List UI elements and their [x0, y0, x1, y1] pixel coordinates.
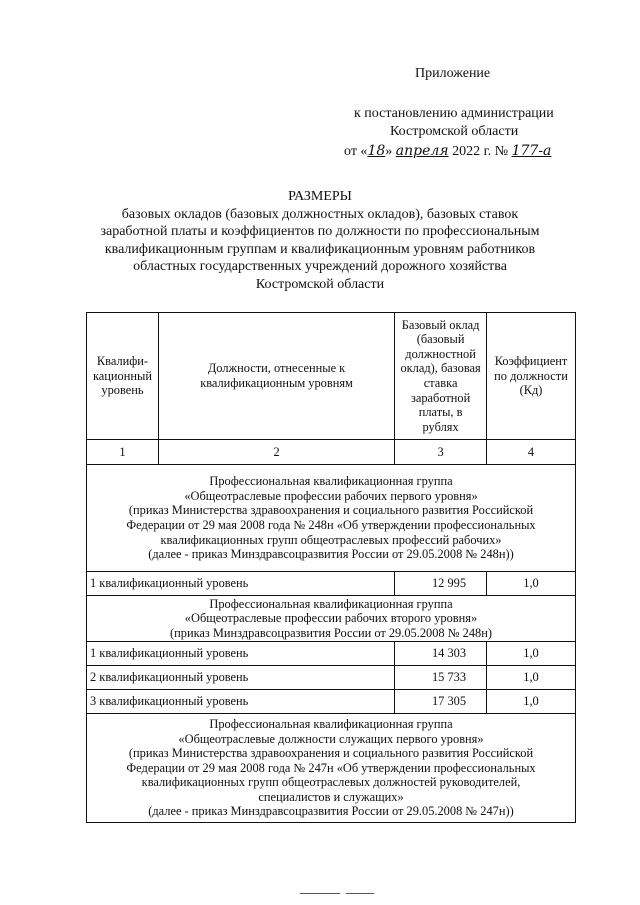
- salary-cell: 17 305: [395, 690, 487, 714]
- group-header-row: [87, 714, 576, 823]
- coefficient-cell: 1,0: [487, 666, 576, 690]
- document-heading: РАЗМЕРЫ: [288, 189, 352, 204]
- handwritten-month: апреля: [395, 143, 449, 159]
- level-cell: 1 квалификационный уровень: [87, 642, 395, 666]
- level-cell: 3 квалификационный уровень: [87, 690, 395, 714]
- header-positions: Должности, отнесенные к квалификационным уровням: [158, 313, 394, 440]
- appendix-resolution-line: к постановлению администрации: [354, 106, 554, 121]
- date-year-text: 2022 г. №: [452, 144, 509, 159]
- table-row: [87, 690, 576, 714]
- document-subtitle: базовых окладов (базовых должностных окладов), базовых ставок заработной платы и коэффициентов по должности по профессиональным квалификационным группам и квалификационным уровням работников областных государственных учреждений дорожного хозяйства Костромской области: [100, 206, 540, 292]
- group-title: Профессиональная квалификационная группа «Общеотраслевые профессии рабочих второго уровня» (приказ Минздравсоцразвития России от 29.05.2008 № 248н): [87, 596, 576, 642]
- column-number: 2: [158, 440, 394, 465]
- column-number: 3: [395, 440, 487, 465]
- column-number: 1: [87, 440, 159, 465]
- group-header-row: [87, 596, 576, 642]
- handwritten-number: 177-а: [511, 143, 552, 159]
- header-base-salary: Базовый оклад (базовый должностной оклад), базовая ставка заработной платы, в рублях: [395, 313, 487, 440]
- level-cell: 2 квалификационный уровень: [87, 666, 395, 690]
- handwritten-day: 18: [367, 143, 386, 159]
- appendix-label: Приложение: [415, 66, 491, 81]
- salary-cell: 14 303: [395, 642, 487, 666]
- coefficient-cell: 1,0: [487, 572, 576, 596]
- group-title: Профессиональная квалификационная группа «Общеотраслевые должности служащих первого уровня» (приказ Министерства здравоохранения и социального развития Российской Федерации от 29 мая 2008 года № 247н «Об утверждении профессиональных квалификационных групп общеотраслевых должностей руководителей, специалистов и служащих» (далее - приказ Минздравсоцразвития России от 29.05.2008 № 247н)): [87, 714, 576, 823]
- table-row: [87, 572, 576, 596]
- table-header-row: [87, 313, 576, 440]
- salary-cell: 12 995: [395, 572, 487, 596]
- level-cell: 1 квалификационный уровень: [87, 572, 395, 596]
- appendix-region-line: Костромской области: [390, 124, 519, 139]
- appendix-date-line: [344, 143, 551, 160]
- coefficient-cell: 1,0: [487, 642, 576, 666]
- column-number: 4: [487, 440, 576, 465]
- group-title: Профессиональная квалификационная группа «Общеотраслевые профессии рабочих первого уровня» (приказ Министерства здравоохранения и социального развития Российской Федерации от 29 мая 2008 года № 248н «Об утверждении профессиональных квалификационных групп общеотраслевых профессий рабочих» (далее - приказ Минздравсоцразвития России от 29.05.2008 № 248н)): [87, 465, 576, 572]
- salary-table: [86, 312, 576, 823]
- date-prefix: от «: [344, 144, 368, 159]
- coefficient-cell: 1,0: [487, 690, 576, 714]
- header-level: Квалифи- кационный уровень: [87, 313, 159, 440]
- column-number-row: [87, 440, 576, 465]
- document-title-block: [60, 188, 580, 293]
- footer-mark: [300, 893, 340, 894]
- group-header-row: [87, 465, 576, 572]
- date-close-quote: »: [385, 144, 393, 159]
- salary-cell: 15 733: [395, 666, 487, 690]
- table-row: [87, 666, 576, 690]
- footer-mark: [346, 893, 374, 894]
- header-coefficient: Коэффициент по должности (Кд): [487, 313, 576, 440]
- table-row: [87, 642, 576, 666]
